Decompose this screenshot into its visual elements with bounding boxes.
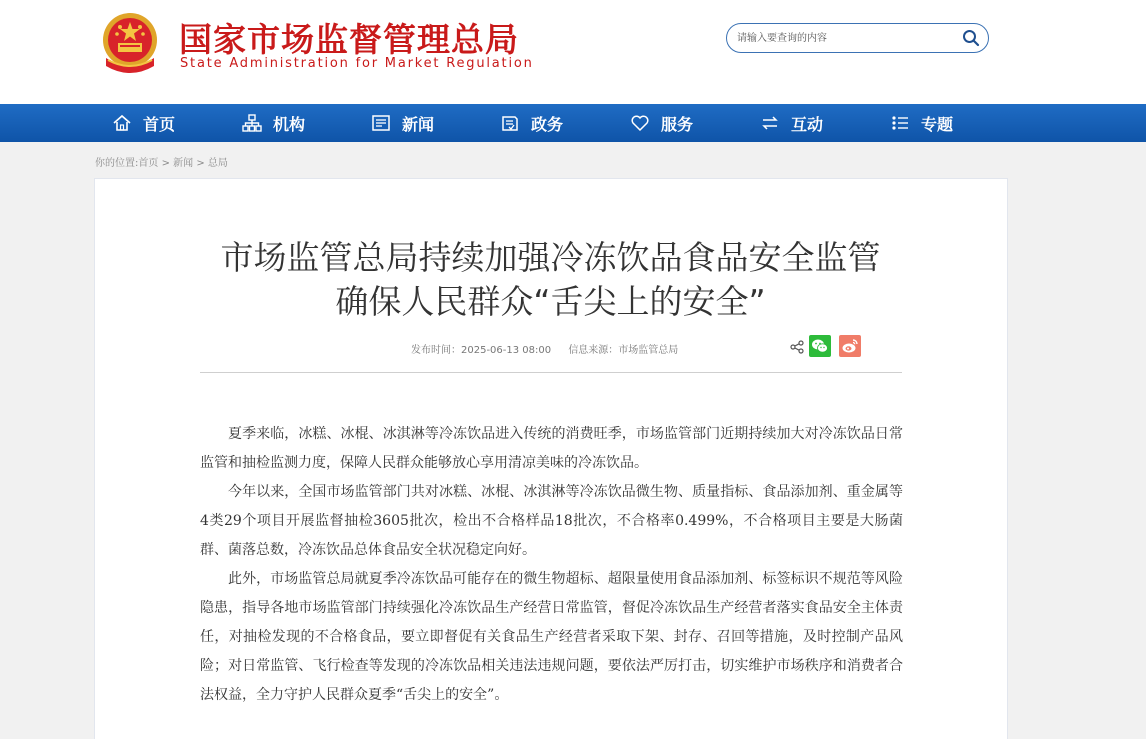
nav-label: 专题 [921, 114, 954, 134]
nav-label: 互动 [791, 114, 824, 134]
publish-time: 发布时间：2025-06-13 08:00 [411, 345, 552, 356]
breadcrumb-separator: > [196, 158, 205, 169]
org-chart-icon [242, 114, 262, 132]
search-box [726, 23, 989, 53]
exchange-arrows-icon [760, 114, 780, 132]
newspaper-icon [371, 114, 391, 132]
breadcrumb-separator: > [161, 158, 170, 169]
search-input[interactable] [737, 30, 947, 46]
topic-list-icon [890, 114, 910, 132]
national-emblem-icon[interactable] [98, 10, 162, 78]
article-paragraph: 夏季来临，冰糕、冰棍、冰淇淋等冷冻饮品进入传统的消费旺季，市场监管部门近期持续加大对冷冻饮品日常监管和抽检监测力度，保障人民群众能够放心享用清凉美味的冷冻饮品。 [200, 426, 903, 471]
nav-item-news[interactable] [371, 104, 434, 142]
nav-item-org[interactable] [242, 104, 305, 142]
article-title [0, 236, 1101, 324]
weibo-share-icon[interactable] [839, 335, 861, 357]
nav-item-gov[interactable] [500, 104, 563, 142]
main-nav [0, 104, 1146, 142]
nav-label: 首页 [143, 114, 176, 134]
nav-item-interact[interactable] [760, 104, 823, 142]
breadcrumb-hq-link[interactable]: 总局 [207, 158, 228, 169]
nav-item-home[interactable] [112, 104, 175, 142]
heart-icon [630, 114, 650, 132]
nav-label: 服务 [661, 114, 694, 134]
nav-label: 新闻 [402, 114, 435, 134]
breadcrumb [95, 154, 228, 169]
article-title-line1: 市场监管总局持续加强冷冻饮品食品安全监管 [220, 238, 881, 277]
wechat-share-icon[interactable] [809, 335, 831, 357]
article-body [200, 420, 903, 710]
nav-item-service[interactable] [630, 104, 693, 142]
article-paragraph: 此外，市场监管总局就夏季冷冻饮品可能存在的微生物超标、超限量使用食品添加剂、标签标识不规范等风险隐患，指导各地市场监管部门持续强化冷冻饮品生产经营日常监管，督促冷冻饮品生产经营者落实食品安全主体责任，对抽检发现的不合格食品，要立即督促有关食品生产经营者采取下架、封存、召回等措施，及时控制产品风险；对日常监管、飞行检查等发现的冷冻饮品相关违法违规问题，要依法严厉打击，切实维护市场秩序和消费者合法权益，全力守护人民群众夏季“舌尖上的安全”。 [200, 571, 903, 703]
search-icon[interactable] [962, 29, 980, 47]
home-icon [112, 114, 132, 132]
article-paragraph: 今年以来，全国市场监管部门共对冰糕、冰棍、冰淇淋等冷冻饮品微生物、质量指标、食品添加剂、重金属等4类29个项目开展监督抽检3605批次，检出不合格样品18批次，不合格率0.499%，不合格项目主要是大肠菌群、菌落总数，冷冻饮品总体食品安全状况稳定向好。 [200, 484, 903, 558]
nav-item-topics[interactable] [890, 104, 953, 142]
nav-label: 政务 [531, 114, 564, 134]
article-meta [411, 341, 692, 356]
breadcrumb-news-link[interactable]: 新闻 [173, 158, 194, 169]
nav-label: 机构 [273, 114, 306, 134]
breadcrumb-prefix: 你的位置: [95, 158, 139, 169]
site-header [0, 0, 1146, 104]
breadcrumb-home-link[interactable]: 首页 [138, 158, 159, 169]
government-affairs-icon [500, 114, 520, 132]
site-title[interactable]: 国家市场监督管理总局 [179, 20, 519, 59]
share-icon[interactable] [790, 340, 804, 354]
site-subtitle-en: State Administration for Market Regulation [180, 56, 534, 71]
article-title-line2: 确保人民群众“舌尖上的安全” [335, 282, 766, 321]
article-source: 信息来源：市场监管总局 [568, 345, 679, 356]
title-divider [200, 372, 902, 373]
